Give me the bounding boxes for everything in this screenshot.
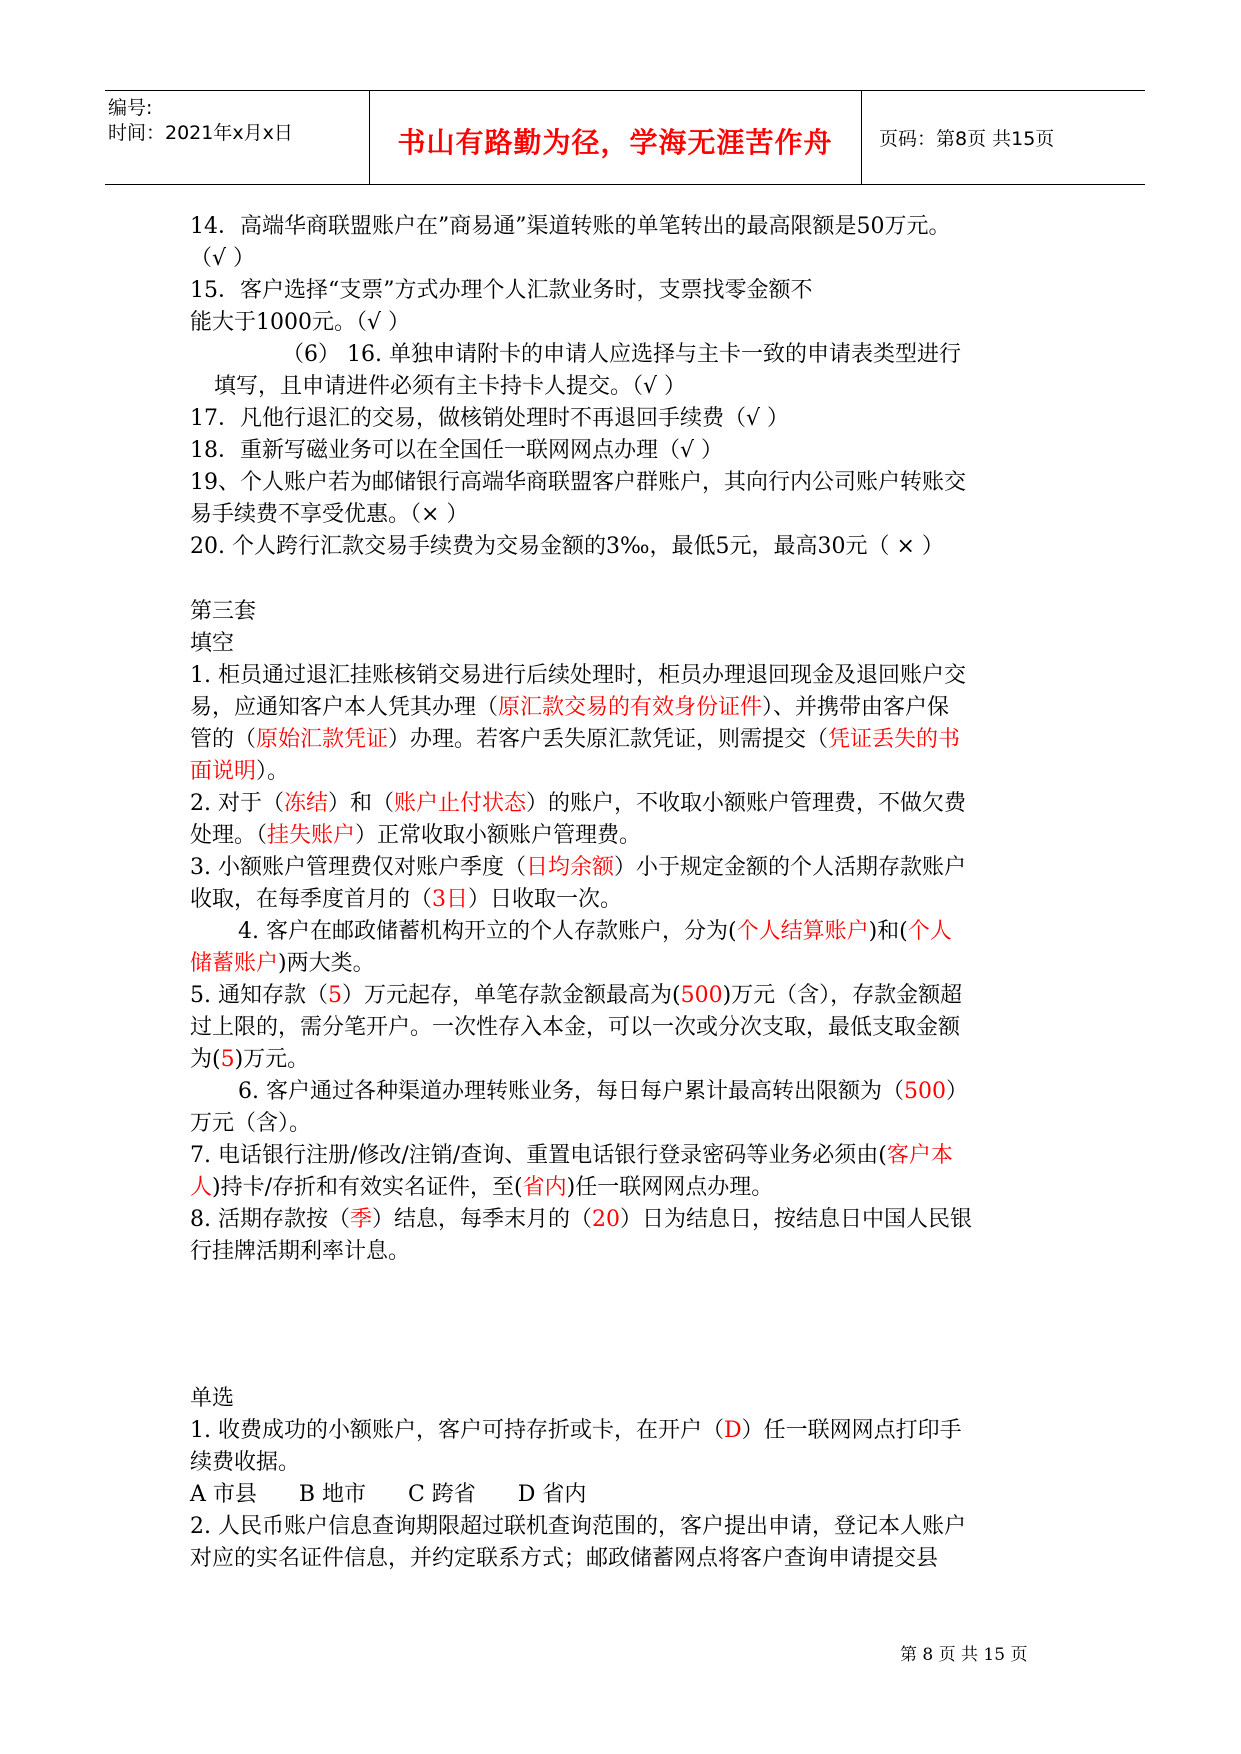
answer: 20 [592,1207,621,1232]
answer: 日均余额 [526,855,615,880]
page-number-label: 页码：第8页 共15页 [879,128,1055,150]
header-right-cell [861,91,1145,184]
text-line: 处理。（挂失账户）正常收取小额账户管理费。 [190,823,642,848]
text-line: （6） 16. 单独申请附卡的申请人应选择与主卡一致的申请表类型进行 [282,342,961,367]
answer: 个人结算账户 [736,919,869,944]
text-line: 19、个人账户若为邮储银行高端华商联盟客户群账户，其向行内公司账户转账交 [190,470,966,495]
section-subtitle: 填空 [190,631,235,656]
text-line: 填写，且申请进件必须有主卡持卡人提交。（√ ） [214,374,687,399]
header-left-cell [105,91,370,184]
answer: 500 [904,1079,946,1104]
section-subtitle: 单选 [190,1386,235,1411]
motto: 书山有路勤为径，学海无涯苦作舟 [397,126,833,159]
answer-options: A 市县 B 地市 C 跨省 D 省内 [190,1482,587,1507]
text-line: 15．客户选择“支票”方式办理个人汇款业务时，支票找零金额不 [190,278,813,303]
text-line: 易手续费不享受优惠。（× ） [190,502,469,527]
text-line: 为(5)万元。 [190,1047,310,1072]
page-header [105,90,1145,185]
text-line: 人)持卡/存折和有效实名证件，至(省内)任一联网网点办理。 [190,1175,774,1200]
text-line: 7. 电话银行注册/修改/注销/查询、重置电话银行登录密码等业务必须由(客户本 [190,1143,953,1168]
text-line: 2. 对于（冻结）和（账户止付状态）的账户，不收取小额账户管理费，不做欠费 [190,791,967,816]
text-line: 6. 客户通过各种渠道办理转账业务，每日每户累计最高转出限额为（500） [238,1079,969,1104]
text-line: 17．凡他行退汇的交易，做核销处理时不再退回手续费（√ ） [190,406,790,431]
answer: 3日 [432,887,469,912]
page-footer: 第 8 页 共 15 页 [900,1645,1028,1665]
text-line: 收取，在每季度首月的（3日）日收取一次。 [190,887,623,912]
answer: 季 [349,1207,372,1232]
answer: 面说明 [190,759,257,784]
text-line: 20. 个人跨行汇款交易手续费为交易金额的3‰，最低5元，最高30元（ × ） [190,534,944,559]
answer: 原始汇款凭证 [256,727,389,752]
text-line: 续费收据。 [190,1450,301,1475]
text-line: 易，应通知客户本人凭其办理（原汇款交易的有效身份证件）、并携带由客户保 [190,695,950,720]
text-line: 1. 柜员通过退汇挂账核销交易进行后续处理时，柜员办理退回现金及退回账户交 [190,663,966,688]
text-line: 过上限的，需分笔开户。一次性存入本金，可以一次或分次支取，最低支取金额 [190,1015,961,1040]
time-label: 时间：2021年x月x日 [108,122,293,144]
text-line: （√ ） [190,246,256,271]
answer: 账户止付状态 [394,791,527,816]
answer: 挂失账户 [267,823,356,848]
text-line: 14．高端华商联盟账户在”商易通”渠道转账的单笔转出的最高限额是50万元。 [190,214,951,239]
text-line: 万元（含）。 [190,1111,312,1136]
serial-number-label: 编号: [108,97,153,119]
text-line: 1. 收费成功的小额账户，客户可持存折或卡，在开户（D）任一联网网点打印手 [190,1418,962,1443]
answer: 冻结 [283,791,328,816]
text-line: 储蓄账户)两大类。 [190,951,375,976]
text-line: 面说明）。 [190,759,290,784]
answer: 5 [327,983,342,1008]
answer: 凭证丢失的书 [828,727,961,752]
answer: 客户本 [886,1143,953,1168]
answer: 原汇款交易的有效身份证件 [498,695,763,720]
text-line: 能大于1000元。（√ ） [190,310,411,335]
answer: 5 [220,1047,235,1072]
answer: D [724,1418,742,1443]
text-line: 8. 活期存款按（季）结息，每季末月的（20）日为结息日，按结息日中国人民银 [190,1207,973,1232]
text-line: 4. 客户在邮政储蓄机构开立的个人存款账户，分为(个人结算账户)和(个人 [238,919,952,944]
section-title: 第三套 [190,599,257,624]
answer: 500 [680,983,723,1008]
answer: 省内 [522,1175,567,1200]
text-line: 5. 通知存款（5）万元起存，单笔存款金额最高为(500)万元（含），存款金额超 [190,983,963,1008]
answer: 储蓄账户 [190,951,279,976]
text-line: 18．重新写磁业务可以在全国任一联网网点办理（√ ） [190,438,724,463]
text-line: 2. 人民币账户信息查询期限超过联机查询范围的，客户提出申请，登记本人账户 [190,1514,966,1539]
text-line: 行挂牌活期利率计息。 [190,1239,411,1264]
text-line: 3. 小额账户管理费仅对账户季度（日均余额）小于规定金额的个人活期存款账户 [190,855,967,880]
text-line: 管的（原始汇款凭证）办理。若客户丢失原汇款凭证，则需提交（凭证丢失的书 [190,727,961,752]
text-line: 对应的实名证件信息，并约定联系方式；邮政储蓄网点将客户查询申请提交县 [190,1546,939,1571]
answer: 人 [190,1175,213,1200]
header-motto-cell [369,91,862,184]
answer: 个人 [907,919,952,944]
